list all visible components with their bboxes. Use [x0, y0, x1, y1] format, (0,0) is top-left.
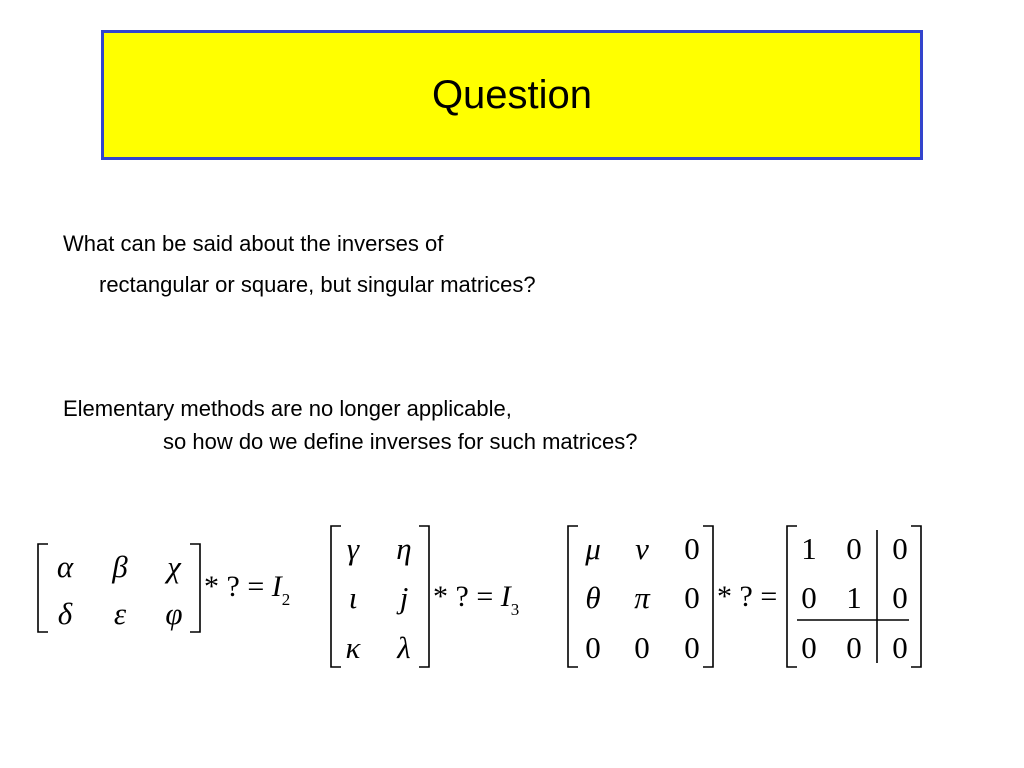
equation2-operator: * ? = [433, 580, 494, 613]
m3-cell-2-0: 0 [585, 630, 601, 665]
matrix2-left-bracket [331, 526, 341, 667]
result-matrix-right-bracket [911, 526, 921, 667]
m2-cell-2-0: κ [345, 630, 361, 665]
m3-cell-0-1: ν [635, 531, 649, 566]
identity-symbol: I [500, 580, 511, 613]
matrix2-right-bracket [419, 526, 429, 667]
m3-cell-1-2: 0 [684, 580, 700, 615]
paragraph1-line2: rectangular or square, but singular matrices? [99, 272, 536, 297]
identity-symbol: I [271, 570, 282, 603]
rm-cell-1-0: 0 [801, 580, 817, 615]
m1-cell-1-2: φ [165, 596, 183, 631]
m3-cell-1-1: π [634, 580, 650, 615]
m3-cell-0-0: μ [585, 531, 601, 566]
equation3-operator: * ? = [717, 580, 778, 613]
m2-cell-1-1: j [399, 580, 409, 615]
paragraph2-line1: Elementary methods are no longer applicable, [63, 396, 512, 421]
m1-cell-0-2: χ [167, 549, 181, 584]
m1-cell-0-0: α [56, 549, 74, 584]
identity-subscript: 2 [281, 590, 291, 609]
m3-cell-1-0: θ [585, 580, 601, 615]
matrix3-right-bracket [703, 526, 713, 667]
matrix1-left-bracket [38, 544, 48, 632]
matrix3-left-bracket [568, 526, 578, 667]
m2-cell-2-1: λ [397, 630, 411, 665]
rm-cell-1-1: 1 [846, 580, 862, 615]
rm-cell-2-2: 0 [892, 630, 908, 665]
m3-cell-2-1: 0 [634, 630, 650, 665]
m2-cell-1-0: ι [348, 580, 358, 615]
equation2-rhs [433, 580, 519, 620]
rm-cell-0-0: 1 [801, 531, 817, 566]
identity-subscript: 3 [510, 600, 520, 619]
m1-cell-1-0: δ [57, 596, 73, 631]
equation1-rhs [204, 570, 290, 610]
slide-title: Question [431, 72, 593, 117]
paragraph2-line2: so how do we define inverses for such matrices? [163, 429, 638, 454]
rm-cell-2-0: 0 [801, 630, 817, 665]
m3-cell-0-2: 0 [684, 531, 700, 566]
m2-cell-0-0: γ [346, 531, 360, 566]
m3-cell-2-2: 0 [684, 630, 700, 665]
m1-cell-1-1: ε [113, 596, 127, 631]
rm-cell-0-2: 0 [892, 531, 908, 566]
rm-cell-1-2: 0 [892, 580, 908, 615]
rm-cell-0-1: 0 [846, 531, 862, 566]
result-matrix-left-bracket [787, 526, 797, 667]
paragraph1-line1: What can be said about the inverses of [63, 231, 444, 256]
m1-cell-0-1: β [112, 549, 128, 584]
matrix1-right-bracket [190, 544, 200, 632]
rm-cell-2-1: 0 [846, 630, 862, 665]
m2-cell-0-1: η [396, 531, 412, 566]
equation1-operator: * ? = [204, 570, 265, 603]
